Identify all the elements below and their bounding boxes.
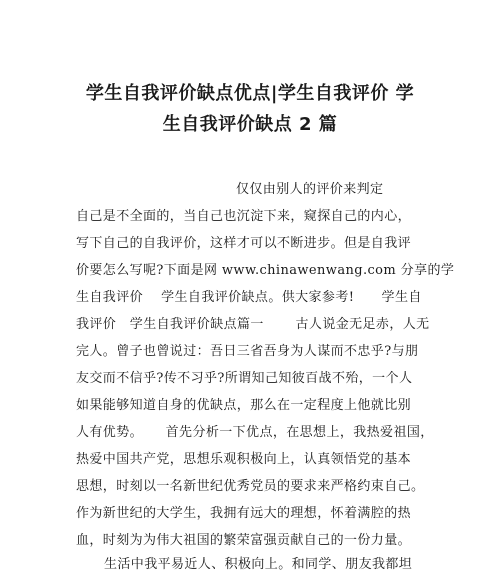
body-line: 仅仅由别人的评价来判定 [236,182,384,197]
body-line: 友交而不信乎?传不习乎?所谓知己知彼百战不殆，一个人 [76,371,413,386]
body-line: 价要怎么写呢?下面是网 www.chinawenwang.com 分享的学 [76,263,455,278]
body-line: 生自我评价 学生自我评价缺点。供大家参考! 学生自 [76,290,422,305]
body-line: 血，时刻为为伟大祖国的繁荣富强贡献自己的一份力量。 [76,533,412,548]
body-line: 人有优势。 首先分析一下优点，在思想上，我热爱祖国， [76,425,434,440]
body-line: 写下自己的自我评价，这样才可以不断进步。但是自我评 [76,236,412,251]
body-line: 自己是不全面的，当自己也沉淀下来，窥探自己的内心， [76,209,412,224]
title-line: 生自我评价缺点 2 篇 [162,114,338,135]
body-line: 作为新世纪的大学生，我拥有远大的理想，怀着满腔的热 [76,506,412,521]
title-line: 学生自我评价缺点优点|学生自我评价 学 [85,83,415,104]
body-line: 思想，时刻以一名新世纪优秀党员的要求来严格约束自己。 [76,479,425,494]
body-line: 我评价 学生自我评价缺点篇一 古人说金无足赤，人无 [76,317,430,332]
body-line: 如果能够知道自身的优缺点，那么在一定程度上他就比别 [76,398,412,413]
body-line: 生活中我平易近人、积极向上。和同学、朋友我都坦 [104,557,413,572]
body-line: 完人。曾子也曾说过：吾日三省吾身为人谋而不忠乎?与朋 [76,344,419,359]
body-line: 热爱中国共产党，思想乐观积极向上，认真领悟党的基本 [76,452,412,467]
document-title [60,78,440,140]
